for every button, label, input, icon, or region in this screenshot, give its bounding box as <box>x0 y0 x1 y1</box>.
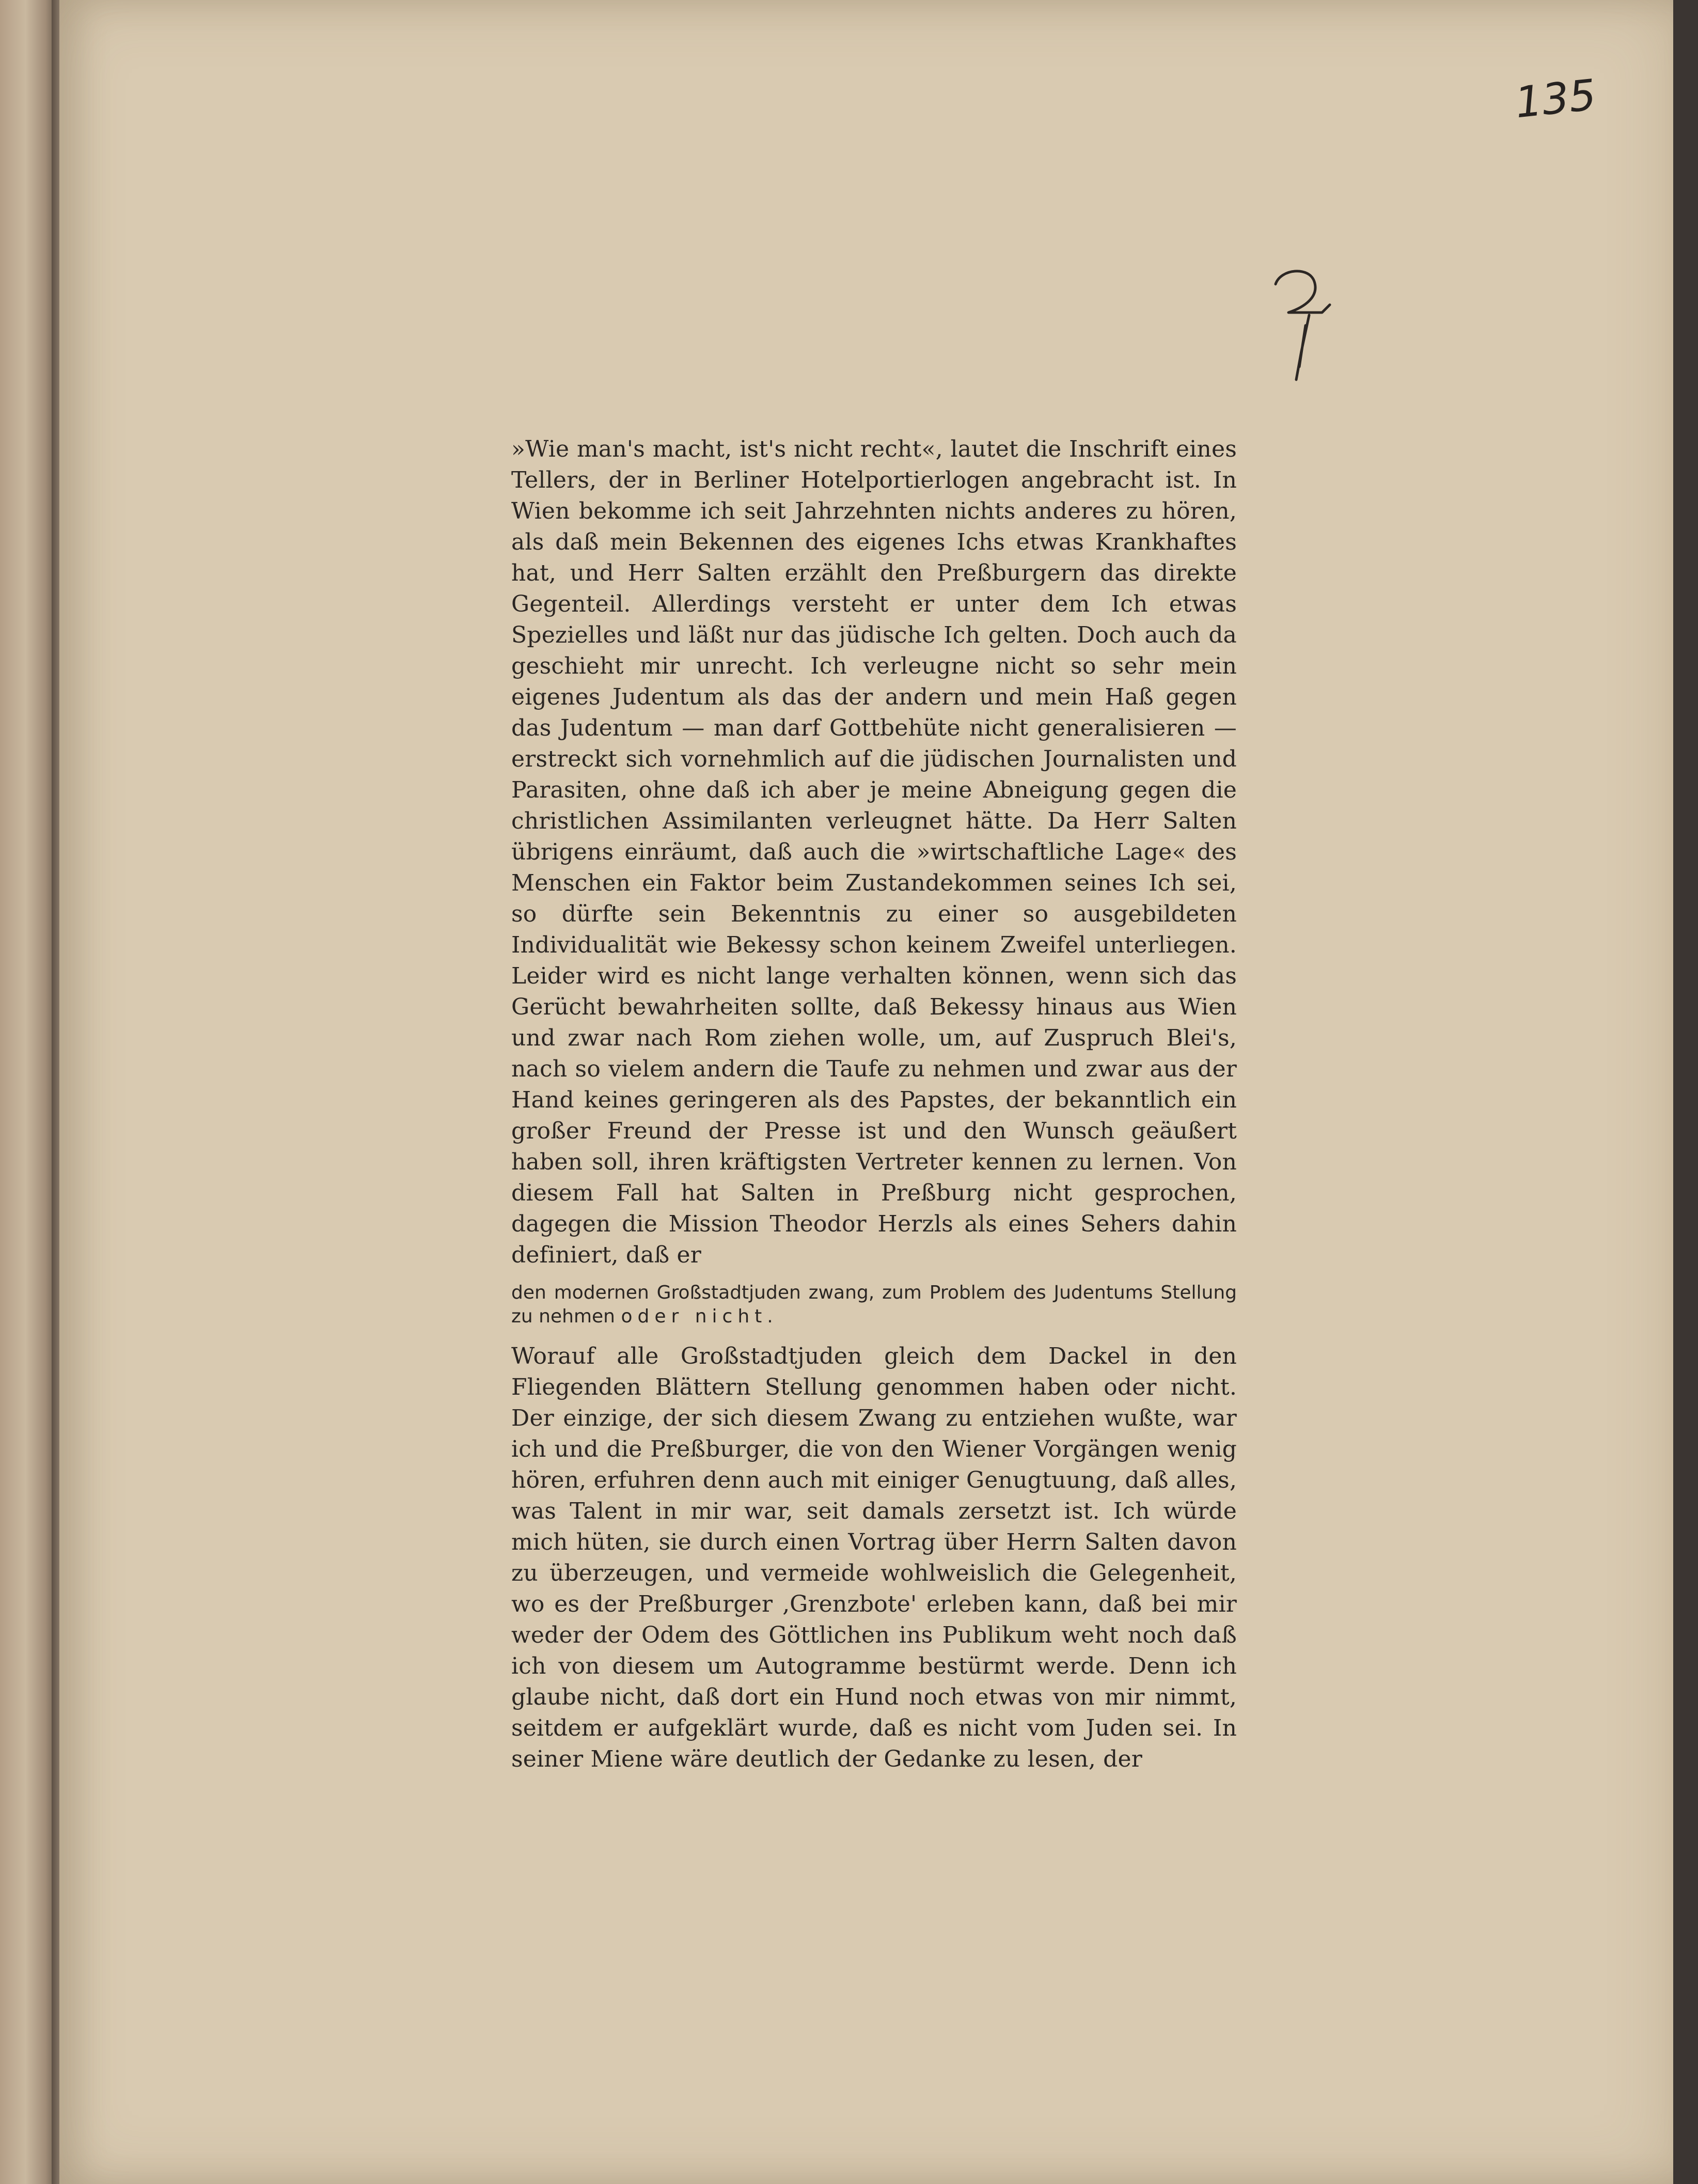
pencil-mark-icon <box>1260 263 1338 382</box>
block-quote <box>511 1281 1237 1329</box>
paragraph-1: »Wie man's macht, ist's nicht recht«, lautet die Inschrift eines Tellers, der in Berliner Hotelportierlogen angebracht ist. In Wien bekomme ich seit Jahrzehnten nichts anderes zu hören, als daß mein Bekennen des eigenes Ichs etwas Krankhaftes hat, und Herr Salten erzählt den Preßburgern das direkte Gegenteil. Allerdings versteht er unter dem Ich etwas Spezielles und läßt nur das jüdische Ich gelten. Doch auch da geschieht mir unrecht. Ich verleugne nicht so sehr mein eigenes Judentum als das der andern und mein Haß gegen das Judentum — man darf Gottbehüte nicht generalisieren — erstreckt sich vornehmlich auf die jüdischen Journalisten und Parasiten, ohne daß ich aber je meine Abneigung gegen die christlichen Assimilanten verleugnet hätte. Da Herr Salten übrigens einräumt, daß auch die »wirtschaftliche Lage« des Menschen ein Faktor beim Zustandekommen seines Ich sei, so dürfte sein Bekenntnis zu einer so ausgebildeten Individualität wie Bekessy schon keinem Zweifel unterliegen. Leider wird es nicht lange verhalten können, wenn sich das Gerücht bewahrheiten sollte, daß Bekessy hinaus aus Wien und zwar nach Rom ziehen wolle, um, auf Zuspruch Blei's, nach so vielem andern die Taufe zu nehmen und zwar aus der Hand keines geringeren als des Papstes, der bekanntlich ein großer Freund der Presse ist und den Wunsch geäußert haben soll, ihren kräftigsten Vertreter kennen zu lernen. Von diesem Fall hat Salten in Preßburg nicht gesprochen, dagegen die Mission Theodor Herzls als eines Sehers dahin definiert, daß er <box>511 436 1237 1268</box>
paragraph-2: Worauf alle Großstadtjuden gleich dem Dackel in den Fliegenden Blättern Stellung genommen haben oder nicht. Der einzige, der sich diesem Zwang zu entziehen wußte, war ich und die Preßburger, die von den Wiener Vorgängen wenig hören, erfuhren denn auch mit einiger Genugtuung, daß alles, was Talent in mir war, seit damals zersetzt ist. Ich würde mich hüten, sie durch einen Vortrag über Herrn Salten davon zu überzeugen, und vermeide wohlweislich die Gelegenheit, wo es der Preßburger ‚Grenzbote' erleben kann, daß bei mir weder der Odem des Göttlichen ins Publikum weht noch daß ich von diesem um Autogramme bestürmt werde. Denn ich glaube nicht, daß dort ein Hund noch etwas von mir nimmt, seitdem er aufgeklärt wurde, daß es nicht vom Juden sei. In seiner Miene wäre deutlich der Gedanke zu lesen, der <box>511 1343 1237 1772</box>
handwritten-page-number: 135 <box>1513 70 1598 128</box>
main-text-block <box>511 434 1237 1775</box>
quote-emphasis: oder nicht. <box>621 1306 778 1327</box>
quote-text: den modernen Großstadtjuden zwang, zum Problem des Judentums Stellung zu nehmen <box>511 1282 1237 1327</box>
adjacent-page-edge <box>0 0 57 2184</box>
